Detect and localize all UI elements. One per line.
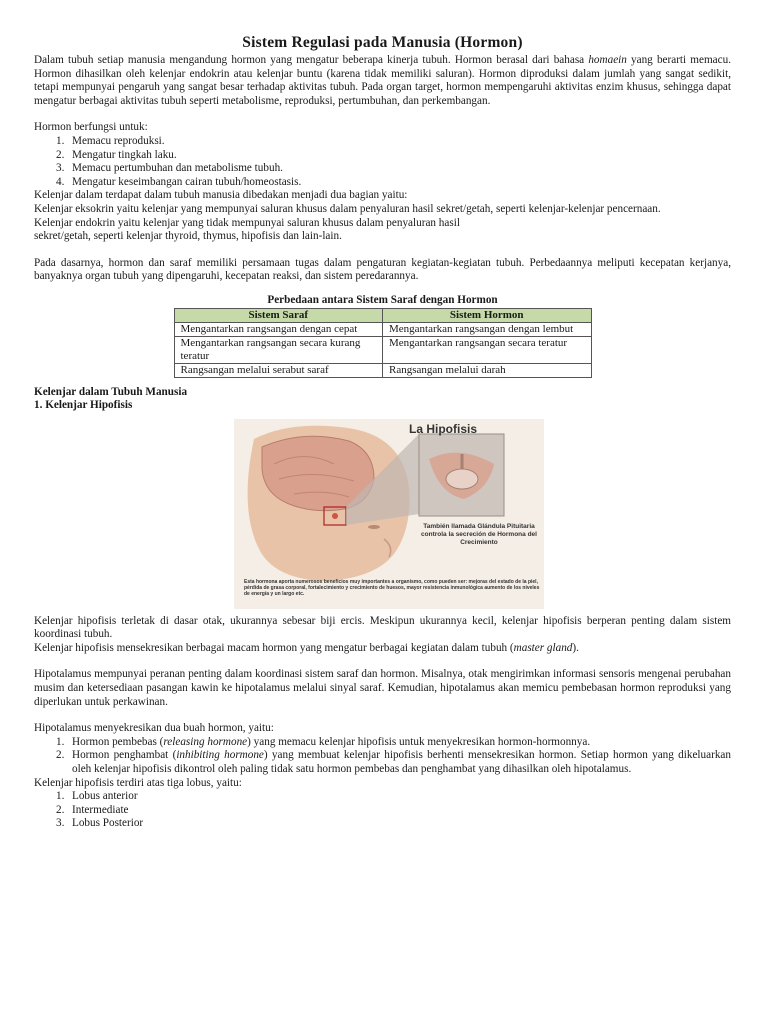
endocrine-paragraph-b: sekret/getah, seperti kelenjar thyroid, thymus, hipofisis dan lain-lain. — [34, 230, 342, 243]
list-item: 1. Hormon pembebas (releasing hormone) yang memacu kelenjar hipofisis untuk menyekresikan hormon-hormonnya. — [56, 735, 591, 748]
table-row — [174, 363, 591, 377]
section-heading: Kelenjar dalam Tubuh Manusia — [34, 385, 188, 398]
table-header-hormon: Sistem Hormon — [383, 308, 592, 322]
table-cell: Rangsangan melalui serabut saraf — [174, 363, 383, 377]
document-title: Sistem Regulasi pada Manusia (Hormon) — [242, 34, 523, 51]
intro-text: Dalam tubuh setiap manusia mengandung hormon yang mengatur beberapa kinerja tubuh. Hormon berasal dari bahasa — [34, 54, 589, 66]
section-subheading: 1. Kelenjar Hipofisis — [34, 399, 133, 412]
endocrine-paragraph-a: Kelenjar endokrin yaitu kelenjar yang tidak mempunyai saluran khusus dalam penyaluran hasil — [34, 216, 460, 229]
exocrine-paragraph: Kelenjar eksokrin yaitu kelenjar yang mempunyai saluran khusus dalam penyaluran hasil sekret/getah, seperti kelenjar-kelenjar pencernaan. — [34, 202, 661, 215]
hormones-heading: Hipotalamus menyekresikan dua buah hormon, yaitu: — [34, 722, 274, 735]
list-item: 2. Hormon penghambat (inhibiting hormone) yang membuat kelenjar hipofisis berhenti mensekresikan hormon. Setiap hormon yang dikeluarkan oleh kelenjar hipofisis dikontrol oleh paling tidak satu hormon pembebas dan penghambat yang dihasilkan oleh hipotalamus. — [56, 749, 731, 776]
list-item: 4. Mengatur keseimbangan cairan tubuh/homeostasis. — [56, 175, 302, 188]
list-item: 1. Lobus anterior — [56, 790, 138, 803]
list-item: 1. Memacu reproduksi. — [56, 134, 165, 147]
glands-intro: Kelenjar dalam terdapat dalam tubuh manusia dibedakan menjadi dua bagian yaitu: — [34, 189, 408, 202]
lobes-heading: Kelenjar hipofisis terdiri atas tiga lobus, yaitu: — [34, 776, 242, 789]
intro-text-continued: yang berarti memacu. Hormon dihasilkan oleh kelenjar endokrin atau kelenjar buntu (karena tidak memiliki saluran). Hormon diproduksi dalam jumlah yang sangat sedikit, tetapi mempunyai pengaruh yang sangat besar terhadap aktivitas tubuh. Pada organ target, hormon mempengaruhi aktivitas enzim khusus, sehingga dapat mengatur berbagai aktivitas tubuh seperti metabolisme, reproduksi, pertumbuhan, dan perkembangan. — [34, 54, 731, 107]
figure-title: La Hipofisis — [409, 421, 478, 436]
list-item: 3. Lobus Posterior — [56, 817, 144, 830]
master-gland-term: master gland — [513, 641, 573, 654]
figure-bottom-text: Esta hormona aporta numerosos beneficios muy importantes a organismo, como pueden ser: mejoras del estado de la piel, pérdida de grasa corporal, fortalecimiento y crecimiento de huesos, mayor resistencia inmunológica aumento de los niveles de energía y un largo etc. — [244, 578, 540, 597]
hipotalamus-paragraph: Hipotalamus mempunyai peranan penting dalam koordinasi sistem saraf dan hormon. Misalnya, otak mengirimkan informasi sensoris mengenai perubahan musim dan ketersediaan pasangan kawin ke hipotalamus melalui sinyal saraf. Kemudian, hipotalamus akan memicu pembebasan hormon reproduksi yang diperlukan untuk perkawinan. — [34, 668, 731, 708]
comparison-table — [174, 308, 592, 378]
table-row — [174, 322, 591, 336]
list-item: 2. Mengatur tingkah laku. — [56, 148, 177, 161]
lobes-list — [34, 790, 731, 831]
intro-italic-term: homaein — [588, 54, 627, 66]
document-page — [34, 34, 731, 831]
list-item: 3. Memacu pertumbuhan dan metabolisme tubuh. — [56, 162, 283, 175]
hipofisis-figure — [234, 419, 544, 609]
hormones-list — [34, 736, 731, 777]
table-cell: Mengantarkan rangsangan dengan lembut — [383, 322, 592, 336]
table-header-row — [174, 308, 591, 322]
figure-caption: También llamada Glándula Pituitaria controla la secreción de Hormona del Crecimiento — [421, 522, 537, 546]
comparison-intro: Pada dasarnya, hormon dan saraf memiliki persamaan tugas dalam pengaturan kegiatan-kegiatan tubuh. Perbedaannya meliputi kecepatan kerjanya, banyaknya organ tubuh yang dipengaruhi, kecepatan reaksi, dan sistem peredarannya. — [34, 256, 731, 283]
table-row — [174, 336, 591, 363]
table-cell: Mengantarkan rangsangan secara teratur — [383, 336, 592, 363]
hipofisis-paragraph-1: Kelenjar hipofisis terletak di dasar otak, ukurannya sebesar biji ercis. Meskipun ukurannya kecil, kelenjar hipofisis berperan penting dalam sistem koordinasi tubuh. — [34, 614, 731, 641]
table-title: Perbedaan antara Sistem Saraf dengan Hormon — [267, 293, 498, 306]
table-cell: Mengantarkan rangsangan dengan cepat — [174, 322, 383, 336]
intro-paragraph — [34, 54, 731, 108]
functions-list — [34, 135, 731, 189]
table-cell: Rangsangan melalui darah — [383, 363, 592, 377]
table-cell: Mengantarkan rangsangan secara kurang teratur — [174, 336, 383, 363]
hipofisis-paragraph-2: Kelenjar hipofisis mensekresikan berbagai macam hormon yang mengatur berbagai kegiatan dalam tubuh (master gland). — [34, 641, 579, 654]
functions-heading: Hormon berfungsi untuk: — [34, 121, 148, 134]
table-header-saraf: Sistem Saraf — [174, 308, 383, 322]
list-item: 2. Intermediate — [56, 803, 129, 816]
